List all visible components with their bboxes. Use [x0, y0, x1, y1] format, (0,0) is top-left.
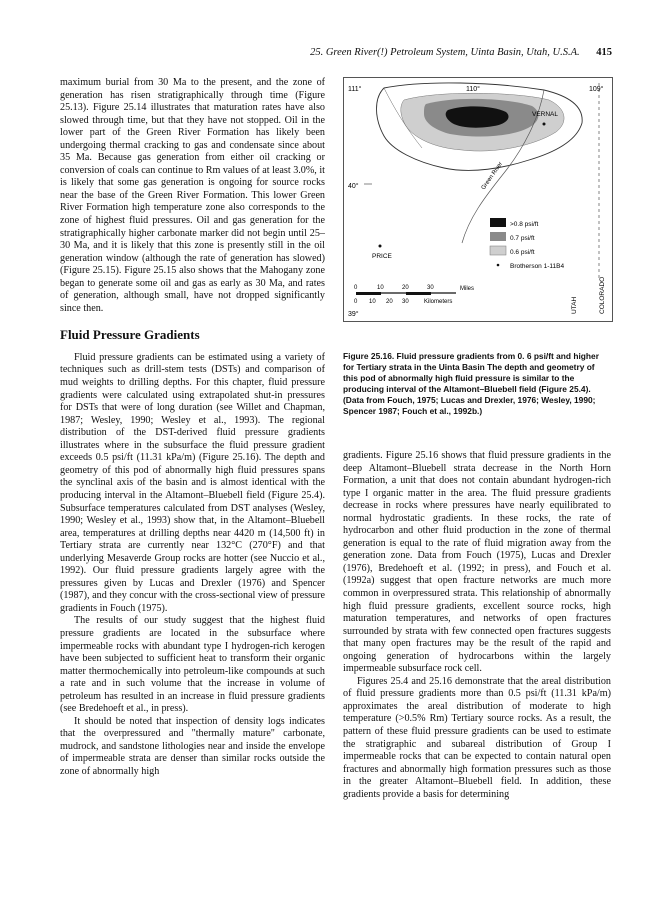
- scale-tick: 0: [354, 299, 358, 305]
- legend-label: 0.7 psi/ft: [510, 235, 535, 242]
- scale-tick: 0: [354, 285, 358, 291]
- legend-label: >0.8 psi/ft: [510, 221, 539, 228]
- scale-tick: 30: [402, 299, 409, 305]
- scale-tick: 20: [402, 285, 409, 291]
- scale-unit-km: Kilometers: [424, 299, 453, 305]
- running-title: 25. Green River(!) Petroleum System, Uinta Basin, Utah, U.S.A.: [310, 47, 580, 58]
- right-column: [343, 450, 611, 801]
- lon-111-label: 111°: [348, 86, 362, 93]
- state-label-colorado: COLORADO: [599, 276, 606, 314]
- lat-39-label: 39°: [348, 311, 359, 318]
- scale-bar-segment: [356, 292, 381, 295]
- well-label: Brotherson 1-11B4: [510, 263, 565, 270]
- pressure-zone-0-8: [446, 106, 509, 127]
- figure-map: [343, 77, 613, 322]
- paragraph: It should be noted that inspection of density logs indicates that the overpressured and "thermally mature" carbonate, mudrock, and sandstone lithologies near and inside the envelope of impermeable strata are denser than similar rocks outside the zone of abnormally high: [60, 715, 325, 777]
- scale-tick: 10: [369, 299, 376, 305]
- running-header: [60, 47, 612, 58]
- paragraph: The results of our study suggest that the highest fluid pressure gradients are located in the subsurface where impermeable rocks with abundant type I hydrogen-rich kerogen have been subjected to sufficient heat to transform their organic matter thermochemically into petroleum-like compounds at such a rate and in such volume that the increase in volume of petroleum has resulted in an increase in fluid pressure gradients (see Bredehoeft et al., in press).: [60, 615, 325, 715]
- scale-tick: 10: [377, 285, 384, 291]
- scale-tick: 30: [427, 285, 434, 291]
- legend-swatch-0-7: [490, 232, 506, 241]
- city-price-label: PRICE: [372, 253, 392, 260]
- river-label: Green River: [480, 161, 505, 192]
- uinta-basin-map: [344, 78, 612, 321]
- paragraph: Fluid pressure gradients can be estimated using a variety of techniques such as drill-stem tests (DSTs) and comparison of mud weights to drilling depths. For this chapter, fluid pressure gradients were calculated using extrapolated shut-in pressures for DSTs that were of long duration (see Willet and Chapman, 1987; Wesley, 1990; Wesley et al., 1993). The regional distribution of the DST-derived fluid pressure gradients illustrates where in the subsurface the fluid pressure gradient exceeds 0.5 psi/ft (11.31 kPa/m) (Figure 25.16). The depth and geometry of this pod of abnormally high fluid pressures spans the synclinal axis of the basin and is almost identical with the producing interval in the Altamont–Bluebell field (Figure 25.4). Subsurface temperatures calculated from DST analyses (Wesley, 1990; Wesley et al., 1993) show that, in the Altamont–Bluebell area, temperatures at drilling depths near 4420 m (14,500 ft) in Tertiary strata are currently near 132°C (270°F) and that underlying Mesaverde Group rocks are hotter (see Nuccio et al., 1992). Our fluid pressure gradients largely agree with the pressures given by Lucas and Drexler (1976) and Spencer (1987), and they concur with the cross-sectional view of pressure gradients in Fouch (1975).: [60, 351, 325, 614]
- scale-bar-segment: [406, 292, 431, 295]
- paragraph: Figures 25.4 and 25.16 demonstrate that the areal distribution of fluid pressure gradients more than 0.5 psi/ft (11.31 kPa/m) approximates the areal distribution of moderate to high temperature (>0.5% Rm) Tertiary source rocks. As a result, the pattern of these fluid pressure gradients can be used to estimate the stratigraphic and subareal distribution of Group I impermeable rocks that can be expected to contain natural open fractures and abnormally high formation pressures such as those in the greater Altamont–Bluebell field. In addition, these gradients provide a basis for determining: [343, 675, 611, 800]
- lon-109-label: 109°: [589, 86, 604, 93]
- lat-40-label: 40°: [348, 183, 359, 190]
- city-vernal-marker: [543, 123, 546, 126]
- legend-label: 0.6 psi/ft: [510, 249, 535, 256]
- paragraph: gradients. Figure 25.16 shows that fluid pressure gradients in the deep Altamont–Bluebell strata decrease in the North Horn Formation, a unit that does not contain abundant hydrogen-rich type I organic matter in the area. The fluid pressure gradients decrease in rocks where pressures have nearly equilibrated to normal hydrostatic gradients. In these rocks, the rate of hydrocarbon and other fluid production in the zone of thermal generation is equal to the rate of fluid migration away from the generation zone. Data from Fouch (1975), Lucas and Drexler (1976), Bredehoeft et al. (1992; in press), and Fouch et al. (1992a) suggest that open fracture networks are much more common in overpressured strata. This relationship of abnormally high fluid pressure gradients, excellent source rocks, high maturation temperatures, and networks of open fractures surrounded by strata with few connected open fractures suggests that many open fractures may be the result of the rapid and ongoing generation of hydrocarbons within the largely impermeable subsurface rock cell.: [343, 450, 611, 675]
- section-heading: Fluid Pressure Gradients: [60, 327, 200, 343]
- scale-bar: [354, 285, 474, 305]
- legend-swatch-0-6: [490, 246, 506, 255]
- paragraph: maximum burial from 30 Ma to the present, and the zone of generation has risen stratigraphically through time (Figure 25.13). Figure 25.14 illustrates that maturation rates have also slowed through time, but that they have not stopped. Oil in the lower part of the Green River Formation has likely been undergoing thermal cracking to gas and condensate since about 35 Ma. Because gas generation from either oil cracking or conversion of coals can continue to Rm values of at least 3.0%, it is likely that some gas generation is ongoing for source rocks near the base of the Green River Formation. This lower Green River Formation high temperature zone also corresponds to the zone of highest fluid pressures. Oil and gas generation for the stratigraphically higher carbonate marker did not begin until 25–30 Ma, and it is likely that this zone is presently still in the oil generation window (although the rate of generation has slowed) (Figure 25.15). Figure 25.15 also shows that the Mahogany zone began to generate some oil and gas as early as 30 Ma, and rates of generation, although small, have not dropped significantly since then.: [60, 77, 325, 314]
- state-label-utah: UTAH: [571, 296, 578, 314]
- city-vernal-label: VERNAL: [532, 111, 559, 118]
- scale-tick: 20: [386, 299, 393, 305]
- figure-caption: Figure 25.16. Fluid pressure gradients from 0. 6 psi/ft and higher for Tertiary strata in the Uinta Basin The depth and geometry of this pod of abnormally high fluid pressure is similar to the producing interval of the Altamont–Bluebell field (Figure 25.4). (Data from Fouch, 1975; Lucas and Drexler, 1976; Wesley, 1990; Spencer 1987; Fouch et al., 1992b.): [343, 351, 599, 416]
- legend-swatch-0-8: [490, 218, 506, 227]
- city-price-marker: [379, 245, 382, 248]
- well-marker-icon: [497, 264, 500, 267]
- lon-110-label: 110°: [466, 86, 480, 93]
- scale-unit-miles: Miles: [460, 286, 475, 292]
- left-column: [60, 77, 325, 779]
- page-number: 415: [596, 47, 612, 58]
